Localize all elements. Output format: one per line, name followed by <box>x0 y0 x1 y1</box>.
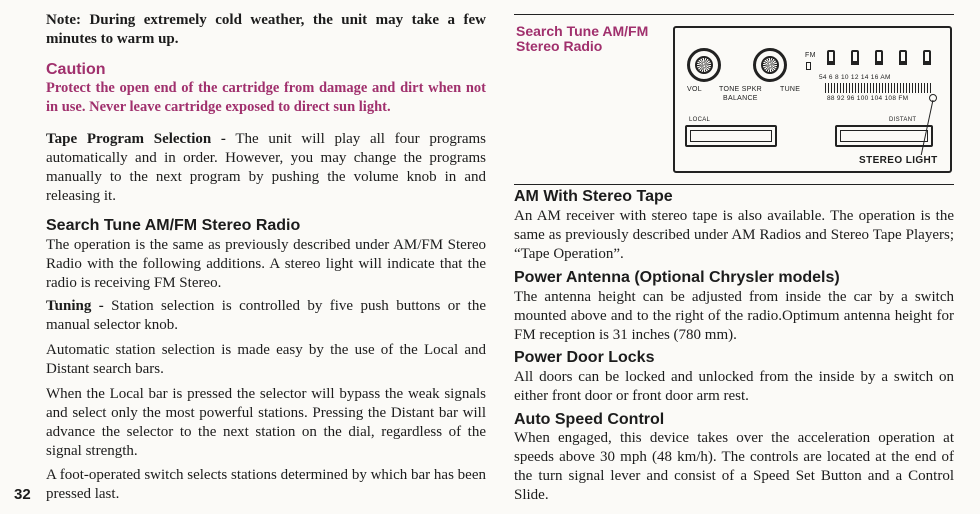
vol-label: VOL <box>687 86 702 93</box>
tape-program-text: The unit will play all four programs automatically and in order. However, you may change the programs manually to the next program by pushing the volume knob in and releasing it. <box>46 131 487 204</box>
radio-figure <box>514 14 954 184</box>
note-label: Note: <box>46 12 81 28</box>
foot-switch-text: A foot-operated switch selects stations determined by which bar has been pressed last. <box>46 467 486 502</box>
stereo-light-callout: STEREO LIGHT <box>859 155 938 166</box>
tuning-text: Station selection is controlled by five push buttons or the manual selector knob. <box>46 298 486 333</box>
tuning-paragraph <box>46 297 486 335</box>
tuning-dial <box>825 83 933 93</box>
preset-button-3 <box>875 50 883 64</box>
radio-faceplate <box>673 26 952 173</box>
preset-button-4 <box>899 50 907 64</box>
fm-indicator <box>806 62 811 70</box>
caution-text: Protect the open end of the cartridge from damage and dirt when not in use. Never leave cartridge exposed to direct sun light. <box>46 80 486 115</box>
auto-speed-control-heading: Auto Speed Control <box>514 411 665 428</box>
tune-label: TUNE <box>780 86 801 93</box>
power-door-locks-heading: Power Door Locks <box>514 349 655 366</box>
am-scale: 54 6 8 10 12 14 16 AM <box>819 74 891 81</box>
caution-heading: Caution <box>46 61 106 78</box>
preset-button-5 <box>923 50 931 64</box>
power-door-locks-text: All doors can be locked and unlocked from the inside by a switch on either front door or front door arm rest. <box>514 369 954 404</box>
auto-speed-control-text: When engaged, this device takes over the acceleration operation at speeds above 30 mph (48 km/h). The controls are located at the end of the turn signal lever and consist of a Speed Set Button and a Control Slide. <box>514 430 954 503</box>
am-stereo-tape-text: An AM receiver with stereo tape is also available. The operation is the same as previously described under AM Radios and Stereo Tape Players; “Tape Operation”. <box>514 208 954 262</box>
figure-bottom-rule <box>514 184 954 185</box>
local-bar <box>685 125 777 147</box>
local-label: LOCAL <box>689 117 711 123</box>
note-paragraph <box>46 11 486 49</box>
stereo-light-leader <box>915 98 939 158</box>
fm-scale: 88 92 96 100 104 108 FM <box>827 95 909 102</box>
search-tune-heading: Search Tune AM/FM Stereo Radio <box>46 217 301 234</box>
volume-knob <box>687 48 721 82</box>
local-distant-text: When the Local bar is pressed the selector will bypass the weak signals and select only the most powerful stations. Pressing the Distant bar will advance the selector to the next station on the dial, regardless of the signal strength. <box>46 386 486 459</box>
tuning-label: Tuning - <box>46 298 104 314</box>
search-tune-text: The operation is the same as previously described under AM/FM Stereo Radio with the following additions. A stereo light will indicate that the radio is receiving FM Stereo. <box>46 237 486 291</box>
page-number: 32 <box>14 486 31 503</box>
balance-label: BALANCE <box>723 95 758 102</box>
am-stereo-tape-heading: AM With Stereo Tape <box>514 188 673 205</box>
power-antenna-text: The antenna height can be adjusted from inside the car by a switch mounted above and to the right of the radio.Optimum antenna height for FM reception is 31 inches (780 mm). <box>514 289 954 343</box>
tone-speaker-label: TONE SPKR <box>719 86 763 93</box>
tune-knob <box>753 48 787 82</box>
distant-label: DISTANT <box>889 117 917 123</box>
power-antenna-heading: Power Antenna (Optional Chrysler models) <box>514 269 840 286</box>
tape-program-paragraph <box>46 130 486 206</box>
tape-program-label: Tape Program Selection - <box>46 131 226 147</box>
figure-top-rule <box>514 14 954 15</box>
automatic-selection-text: Automatic station selection is made easy by the use of the Local and Distant search bars. <box>46 342 486 377</box>
fm-label: FM <box>805 52 816 59</box>
figure-title: Search Tune AM/FM Stereo Radio <box>516 23 649 54</box>
preset-button-2 <box>851 50 859 64</box>
preset-button-1 <box>827 50 835 64</box>
note-text: During extremely cold weather, the unit may take a few minutes to warm up. <box>46 12 486 47</box>
